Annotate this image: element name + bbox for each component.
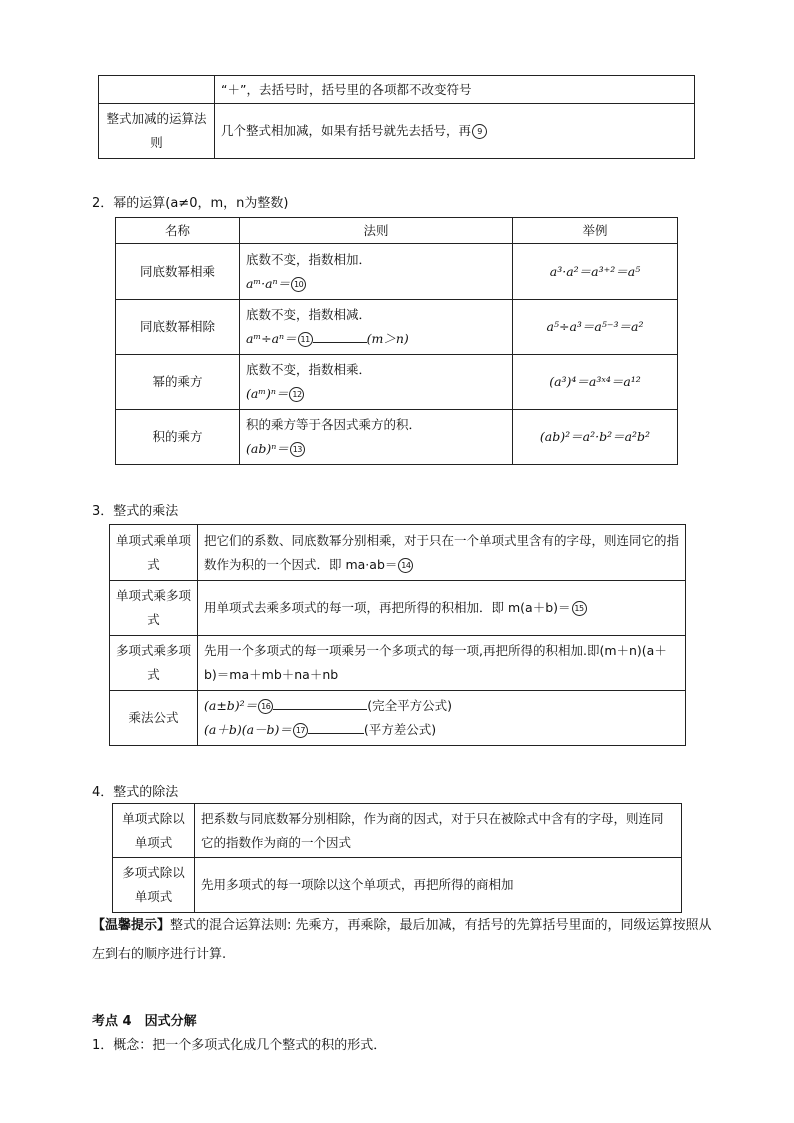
rule-text: 几个整式相加减，如果有括号就先去括号，再 — [221, 123, 472, 138]
table-row — [110, 636, 686, 691]
formula: (a＋b)(a－b)＝ — [204, 722, 292, 737]
rule-text: 把系数与同底数幂分别相除，作为商的因式，对于只在被除式中含有的字母，则连同它的指数作为商的一个因式 — [195, 804, 682, 858]
tip-text: 整式的混合运算法则: 先乘方，再乘除，最后加减，有括号的先算括号里面的，同级运算按照从左到右的顺序进行计算. — [92, 918, 712, 962]
table-row — [110, 581, 686, 636]
formula: (a±b)²＝ — [204, 698, 258, 713]
rule-text: 积的乘方等于各因式乘方的积． — [246, 417, 422, 432]
rule-name: 乘法公式 — [110, 691, 198, 746]
table-header-row — [116, 218, 678, 244]
rule-name: 同底数幂相除 — [116, 300, 240, 355]
formula: aᵐ÷aⁿ＝ — [246, 331, 297, 346]
table-row — [99, 76, 695, 104]
table-row — [116, 300, 678, 355]
formula-name: (平方差公式) — [363, 722, 437, 737]
topic-heading: 考点 4 因式分解 — [92, 1014, 197, 1029]
example: (ab)²＝a²·b²＝a²b² — [539, 429, 651, 444]
table-row — [110, 691, 686, 746]
blank-marker: 11 — [298, 332, 313, 347]
example: (a³)⁴＝a³ˣ⁴＝a¹² — [549, 374, 641, 389]
table-multiplication — [109, 524, 686, 746]
formula: aᵐ·aⁿ＝ — [246, 275, 291, 291]
concept-text: 1．概念：把一个多项式化成几个整式的积的形式． — [92, 1038, 387, 1053]
section-title: 2．幂的运算(a≠0，m，n为整数) — [92, 196, 289, 211]
rule-name: 幂的乘方 — [116, 355, 240, 410]
rule-name: 单项式乘单项式 — [110, 525, 198, 581]
rule-text: 底数不变，指数相减． — [246, 307, 372, 322]
rule-text: 底数不变，指数相加． — [246, 251, 372, 267]
example: a³·a²＝a³⁺²＝a⁵ — [549, 263, 641, 279]
rule-name: 单项式乘多项式 — [110, 581, 198, 636]
blank-marker: 10 — [291, 277, 306, 292]
rule-name: 同底数幂相乘 — [116, 244, 240, 300]
formula: (aᵐ)ⁿ＝ — [246, 386, 289, 401]
table-power-rules — [115, 217, 678, 465]
rule-name: 积的乘方 — [116, 410, 240, 465]
blank-marker: 17 — [293, 723, 308, 738]
blank-marker: 13 — [290, 442, 305, 457]
table-row — [113, 858, 682, 913]
blank-marker: 16 — [258, 699, 273, 714]
table-row — [116, 355, 678, 410]
section-title: 3．整式的乘法 — [92, 504, 179, 519]
table-addition-rules — [98, 75, 695, 159]
table-row — [113, 804, 682, 858]
answer-blank — [313, 329, 367, 343]
rule-text: “＋”，去括号时，括号里的各项都不改变符号 — [215, 76, 695, 104]
rule-name: 多项式除以单项式 — [113, 858, 195, 913]
condition: (m＞n) — [366, 331, 409, 346]
table-row — [116, 244, 678, 300]
example: a⁵÷a³＝a⁵⁻³＝a² — [546, 319, 644, 334]
column-header: 法则 — [240, 218, 513, 244]
blank-marker: 9 — [472, 124, 487, 139]
blank-marker: 12 — [289, 387, 304, 402]
table-row — [116, 410, 678, 465]
tip-label: 【温馨提示】 — [92, 918, 171, 933]
answer-blank — [273, 696, 367, 710]
rule-text: 用单项式去乘多项式的每一项，再把所得的积相加．即 m(a＋b)＝ — [204, 600, 571, 615]
table-row — [110, 525, 686, 581]
rule-name: 单项式除以单项式 — [113, 804, 195, 858]
answer-blank — [308, 720, 364, 734]
blank-marker: 15 — [572, 601, 587, 616]
rule-text: 底数不变，指数相乘． — [246, 362, 372, 377]
blank-marker: 14 — [398, 558, 413, 573]
section-title: 4．整式的除法 — [92, 785, 179, 800]
table-division — [112, 803, 682, 913]
formula: (ab)ⁿ＝ — [246, 441, 289, 456]
rule-text: 先用多项式的每一项除以这个单项式，再把所得的商相加 — [195, 858, 682, 913]
column-header: 名称 — [116, 218, 240, 244]
rule-name: 整式加减的运算法则 — [99, 104, 215, 159]
column-header: 举例 — [513, 218, 678, 244]
tip-paragraph — [92, 911, 712, 969]
rule-text: 先用一个多项式的每一项乘另一个多项式的每一项,再把所得的积相加.即(m＋n)(a＋b)＝ma＋mb＋na＋nb — [198, 636, 686, 691]
rule-text: 把它们的系数、同底数幂分别相乘，对于只在一个单项式里含有的字母，则连同它的指数作为积的一个因式．即 ma·ab＝ — [204, 532, 680, 572]
rule-name: 多项式乘多项式 — [110, 636, 198, 691]
table-row — [99, 104, 695, 159]
formula-name: (完全平方公式) — [367, 698, 452, 713]
